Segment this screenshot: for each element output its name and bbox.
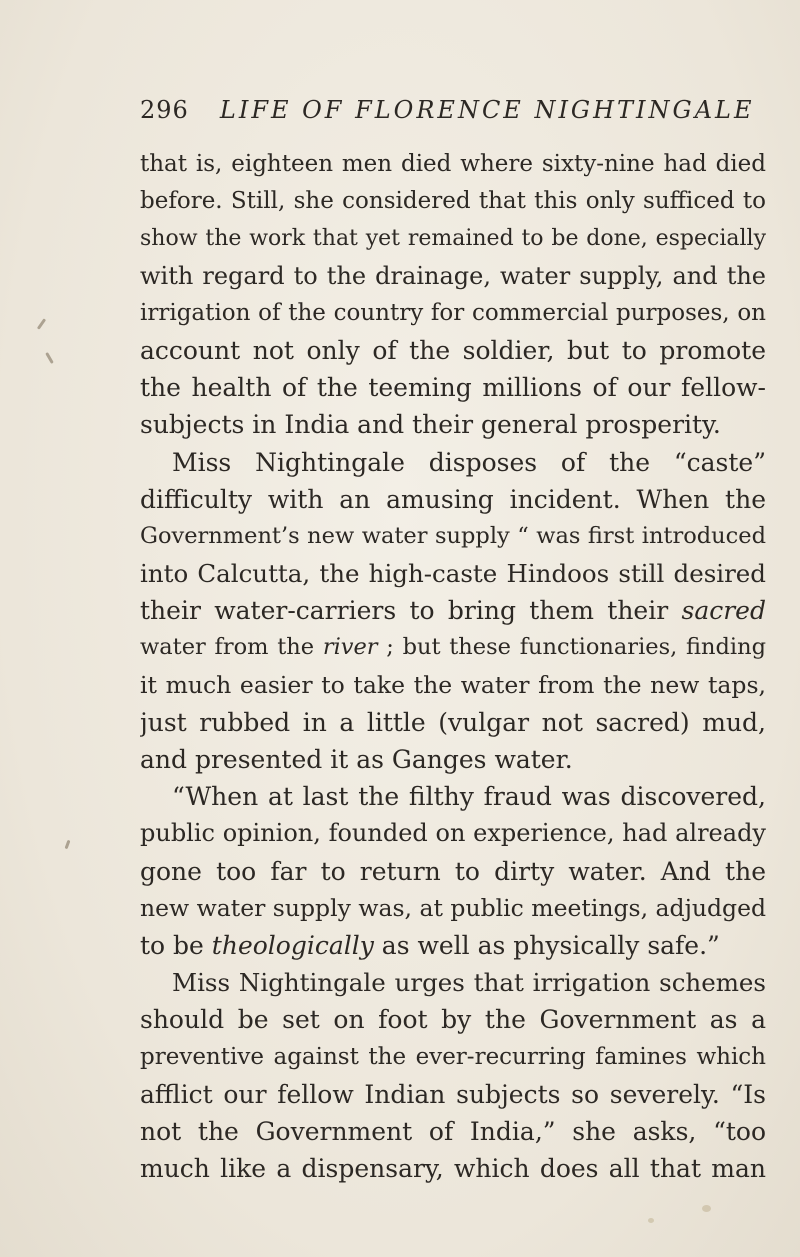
text-line: and presented it as Ganges water.	[140, 745, 573, 774]
body-text	[140, 146, 766, 1187]
text-line: difficulty with an amusing incident. When the	[140, 484, 766, 514]
text-line: to be theologically as well as physically safe.”	[140, 930, 720, 960]
page-number: 296	[140, 96, 189, 124]
text-line: into Calcutta, the high-caste Hindoos still desired	[140, 559, 766, 589]
text-line: Government’s new water supply “ was first introduced	[140, 522, 766, 549]
margin-mark	[45, 352, 54, 364]
text-line: not the Government of India,” she asks, “too	[140, 1116, 766, 1146]
text-line: Miss Nightingale urges that irrigation schemes	[172, 968, 766, 998]
paper-stain	[702, 1205, 711, 1212]
text-line: preventive against the ever-recurring famines which	[140, 1043, 766, 1070]
text-line: Miss Nightingale disposes of the “caste”	[172, 447, 766, 477]
text-line: that is, eighteen men died where sixty-nine had died	[140, 151, 766, 177]
text-line: subjects in India and their general prosperity.	[140, 410, 721, 440]
text-line: it much easier to take the water from the new taps,	[140, 670, 766, 699]
text-line: new water supply was, at public meetings, adjudged	[140, 893, 766, 922]
text-line: irrigation of the country for commercial purposes, on	[140, 299, 766, 326]
text-line: the health of the teeming millions of our fellow-	[140, 373, 766, 403]
margin-mark	[65, 840, 71, 849]
margin-mark	[37, 318, 46, 330]
text-line: account not only of the soldier, but to promote	[140, 335, 766, 365]
text-line: gone too far to return to dirty water. And the	[140, 856, 766, 886]
text-line: should be set on foot by the Government as a	[140, 1005, 766, 1035]
text-line: just rubbed in a little (vulgar not sacred) mud,	[140, 707, 766, 737]
text-line: their water-carriers to bring them their sacred	[140, 596, 766, 626]
page-header	[140, 96, 760, 136]
text-line: “When at last the filthy fraud was discovered,	[172, 782, 766, 812]
text-line: much like a dispensary, which does all that man	[140, 1154, 766, 1184]
text-line: with regard to the drainage, water supply, and the	[140, 261, 766, 290]
running-title: LIFE OF FLORENCE NIGHTINGALE	[219, 96, 755, 124]
text-line: before. Still, she considered that this only sufficed to	[140, 188, 766, 215]
text-line: afflict our fellow Indian subjects so severely. “Is	[140, 1079, 766, 1109]
text-line: show the work that yet remained to be done, especially	[140, 226, 766, 252]
text-line: public opinion, founded on experience, had already	[140, 819, 766, 848]
text-line: water from the river ; but these functionaries, finding	[140, 634, 766, 661]
paper-stain	[648, 1218, 654, 1223]
